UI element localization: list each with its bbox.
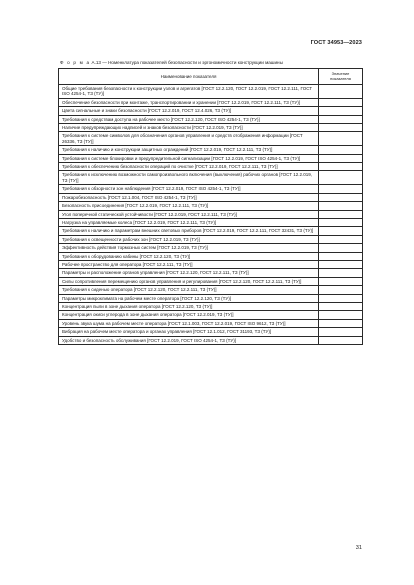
indicator-name-cell: Требования к наличию и конструкции защитных ограждений [ГОСТ 12.2.019, ГОСТ 12.2.111, ТЗ (ТУ)]: [59, 146, 319, 154]
table-row: [59, 163, 363, 171]
table-row: [59, 107, 363, 115]
indicator-name-cell: Наличие предупреждающих надписей и знаков безопасности [ГОСТ 12.2.019, ТЗ (ТУ)]: [59, 124, 319, 132]
table-body: [59, 85, 363, 345]
indicator-value-cell: [319, 269, 363, 277]
indicator-name-cell: Требования к обзорности зон наблюдения [ГОСТ 12.2.019, ГОСТ ISO 4254-1, ТЗ (ТУ)]: [59, 185, 319, 193]
table-row: [59, 336, 363, 344]
indicator-value-cell: [319, 193, 363, 201]
indicator-value-cell: [319, 336, 363, 344]
table-row: [59, 202, 363, 210]
table-row: [59, 85, 363, 99]
table-row: [59, 98, 363, 106]
table-row: [59, 171, 363, 185]
indicator-name-cell: Эффективность действия тормозных систем [ГОСТ 12.2.019, ТЗ (ТУ)]: [59, 244, 319, 252]
indicator-value-cell: [319, 210, 363, 218]
table-row: [59, 319, 363, 327]
column-header-value: Значение показателя: [319, 69, 363, 85]
indicator-value-cell: [319, 260, 363, 268]
indicator-value-cell: [319, 124, 363, 132]
indicator-value-cell: [319, 252, 363, 260]
indicator-name-cell: Требования к системе блокировки и предупредительной сигнализации [ГОСТ 12.2.019, ГОСТ ISO 4254-1, ТЗ (ТУ)]: [59, 154, 319, 162]
indicator-value-cell: [319, 328, 363, 336]
indicator-name-cell: Требования к системе символов для обозначения органов управления и средств отображения информации [ГОСТ 26336, ТЗ (ТУ)]: [59, 132, 319, 146]
table-row: [59, 294, 363, 302]
table-row: [59, 124, 363, 132]
table-row: [59, 252, 363, 260]
standard-header: ГОСТ 34953—2023: [310, 40, 362, 46]
form-title: [60, 60, 362, 65]
indicator-value-cell: [319, 286, 363, 294]
table-row: [59, 115, 363, 123]
table-header-row: [59, 69, 363, 85]
table-row: [59, 302, 363, 310]
indicator-name-cell: Общие требования безопасности к конструкции узлов и агрегатов [ГОСТ 12.2.120, ГОСТ 12.2.019, ГОСТ 12.2.111, ГОСТ ISO 4254-1, ТЗ (ТУ)]: [59, 85, 319, 99]
table-row: [59, 218, 363, 226]
indicator-value-cell: [319, 98, 363, 106]
indicator-name-cell: Силы сопротивления перемещению органов управления и регулирования [ГОСТ 12.2.120, ГОСТ 12.2.111, ТЗ (ТУ)]: [59, 277, 319, 285]
column-header-name: Наименование показателя: [59, 69, 319, 85]
indicator-value-cell: [319, 319, 363, 327]
indicator-name-cell: Пожаробезопасность [ГОСТ 12.1.004, ГОСТ ISO 4254-1, ТЗ (ТУ)]: [59, 193, 319, 201]
indicator-name-cell: Концентрация пыли в зоне дыхания оператора [ГОСТ 12.2.120, ТЗ (ТУ)]: [59, 302, 319, 310]
indicator-name-cell: Требования к сиденью оператора [ГОСТ 12.2.120, ГОСТ 12.2.111, ТЗ (ТУ)]: [59, 286, 319, 294]
indicator-value-cell: [319, 115, 363, 123]
indicator-name-cell: Уровень звука шума на рабочем месте оператора [ГОСТ 12.1.003, ГОСТ 12.2.019, ГОСТ ISO 9612, ТЗ (ТУ)]: [59, 319, 319, 327]
indicator-value-cell: [319, 244, 363, 252]
form-title-text: А.13 — Номенклатура показателей безопасности и эргономичности конструкции машины: [90, 60, 283, 65]
indicator-name-cell: Требования к обеспечению безопасности операций по очистке [ГОСТ 12.2.019, ГОСТ 12.2.111, ТЗ (ТУ)]: [59, 163, 319, 171]
indicator-value-cell: [319, 227, 363, 235]
indicator-value-cell: [319, 277, 363, 285]
table-row: [59, 210, 363, 218]
table-row: [59, 328, 363, 336]
indicator-value-cell: [319, 154, 363, 162]
indicator-value-cell: [319, 107, 363, 115]
indicator-name-cell: Угол поперечной статической устойчивости [ГОСТ 12.2.019, ГОСТ 12.2.111, ТЗ (ТУ)]: [59, 210, 319, 218]
table-row: [59, 193, 363, 201]
table-row: [59, 132, 363, 146]
indicator-name-cell: Требования к наличию и параметрам внешних световых приборов [ГОСТ 12.2.019, ГОСТ 12.2.111, ГОСТ 32431, ТЗ (ТУ)]: [59, 227, 319, 235]
table-row: [59, 286, 363, 294]
table-row: [59, 235, 363, 243]
indicator-name-cell: Нагрузка на управляемые колеса [ГОСТ 12.2.019, ГОСТ 12.2.111, ТЗ (ТУ)]: [59, 218, 319, 226]
table-row: [59, 244, 363, 252]
table-row: [59, 277, 363, 285]
table-row: [59, 185, 363, 193]
table-row: [59, 269, 363, 277]
indicators-table: [58, 68, 363, 345]
indicator-value-cell: [319, 202, 363, 210]
indicator-name-cell: Вибрация на рабочем месте оператора и органах управления [ГОСТ 12.1.012, ГОСТ 31193, ТЗ (ТУ)]: [59, 328, 319, 336]
indicator-name-cell: Концентрация окиси углерода в зоне дыхания оператора [ГОСТ 12.2.019, ТЗ (ТУ)]: [59, 311, 319, 319]
indicator-name-cell: Цвета сигнальные и знаки безопасности [ГОСТ 12.2.019, ГОСТ 12.4.026, ТЗ (ТУ)]: [59, 107, 319, 115]
indicator-value-cell: [319, 146, 363, 154]
indicator-name-cell: Требования к оборудованию кабины [ГОСТ 12.2.120, ТЗ (ТУ)]: [59, 252, 319, 260]
indicator-value-cell: [319, 85, 363, 99]
indicator-value-cell: [319, 294, 363, 302]
indicator-name-cell: Требования к освещенности рабочих зон [ГОСТ 12.2.019, ТЗ (ТУ)]: [59, 235, 319, 243]
form-title-prefix: Ф о р м а: [60, 60, 91, 65]
indicator-name-cell: Требования к исключению возможности самопроизвольного включения (выключения) рабочих органов [ГОСТ 12.2.019, ТЗ (ТУ)]: [59, 171, 319, 185]
indicator-value-cell: [319, 302, 363, 310]
indicator-value-cell: [319, 311, 363, 319]
table-row: [59, 154, 363, 162]
indicator-value-cell: [319, 235, 363, 243]
indicator-value-cell: [319, 185, 363, 193]
indicator-name-cell: Обеспечение безопасности при монтаже, транспортировании и хранении [ГОСТ 12.2.019, ГОСТ 12.2.111, ТЗ (ТУ)]: [59, 98, 319, 106]
indicator-name-cell: Безопасность присоединения [ГОСТ 12.2.019, ГОСТ 12.2.111, ТЗ (ТУ)]: [59, 202, 319, 210]
indicator-name-cell: Рабочее пространство для оператора [ГОСТ 12.2.111, ТЗ (ТУ)]: [59, 260, 319, 268]
table-row: [59, 227, 363, 235]
indicator-name-cell: Параметры микроклимата на рабочем месте оператора [ГОСТ 12.2.120, ТЗ (ТУ)]: [59, 294, 319, 302]
indicator-value-cell: [319, 132, 363, 146]
indicator-value-cell: [319, 171, 363, 185]
table-row: [59, 146, 363, 154]
page-number: 31: [355, 545, 362, 551]
table-row: [59, 260, 363, 268]
indicator-value-cell: [319, 163, 363, 171]
indicator-name-cell: Требования к средствам доступа на рабочее место [ГОСТ 12.2.120, ГОСТ ISO 4254-1, ТЗ (ТУ)]: [59, 115, 319, 123]
indicator-name-cell: Параметры и расположение органов управления [ГОСТ 12.2.120, ГОСТ 12.2.111, ТЗ (ТУ)]: [59, 269, 319, 277]
indicator-name-cell: Удобство и безопасность обслуживания [ГОСТ 12.2.019, ГОСТ ISO 4254-1, ТЗ (ТУ)]: [59, 336, 319, 344]
table-row: [59, 311, 363, 319]
indicator-value-cell: [319, 218, 363, 226]
